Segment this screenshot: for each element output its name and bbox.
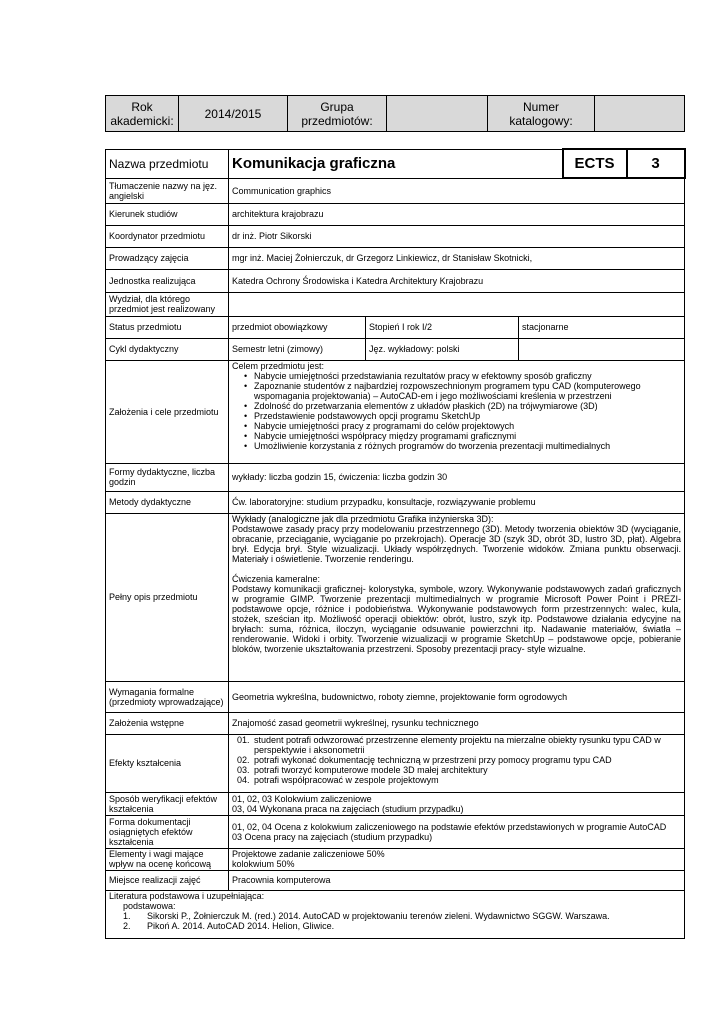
header-table xyxy=(105,95,685,132)
list-item: • Umożliwienie korzystania z różnych programów do tworzenia prezentacji multimedialnych xyxy=(254,441,681,451)
list-item: • Nabycie umiejętności przedstawiania rezultatów pracy w efektowny sposób graficzny xyxy=(254,371,681,381)
study-mode-value: stacjonarne xyxy=(519,316,685,338)
list-item: • Nabycie umiejętności współpracy między programami graficznymi xyxy=(254,431,681,441)
documentation-value: 01, 02, 04 Ocena z kolokwium zaliczeniowego na podstawie efektów przedstawionych w programie AutoCAD 03 Ocena pracy na zajęciach (studium przypadku) xyxy=(229,815,685,848)
grading-label: Elementy i wagi mające wpływ na ocenę końcową xyxy=(106,848,229,870)
goals-intro: Celem przedmiotu jest: xyxy=(232,360,325,371)
list-item: 02. potrafi wykonać dokumentację techniczną w przestrzeni przy pomocy programu typu CAD xyxy=(237,754,612,765)
list-item: • Nabycie umiejętności pracy z programami do celów projektowych xyxy=(254,421,681,431)
list-item: 01. student potrafi odwzorować przestrzenne elementy projektu na mierzalne obiekty rysunku typu CAD w perspektywie i aksonometrii xyxy=(237,734,661,755)
translation-value: Communication graphics xyxy=(229,178,685,203)
goals-label: Założenia i cele przedmiotu xyxy=(106,360,229,463)
teaching-forms-label: Formy dydaktyczne, liczba godzin xyxy=(106,463,229,491)
subject-group-label: Grupa przedmiotów: xyxy=(288,96,387,132)
level-value: Stopień I rok I/2 xyxy=(366,316,519,338)
status-label: Status przedmiotu xyxy=(106,316,229,338)
teaching-forms-value: wykłady: liczba godzin 15, ćwiczenia: liczba godzin 30 xyxy=(229,463,685,491)
faculty-value xyxy=(229,292,685,316)
literature-cell xyxy=(106,890,685,938)
unit-value: Katedra Ochrony Środowiska i Katedra Architektury Krajobrazu xyxy=(229,269,685,292)
outcomes-label: Efekty kształcenia xyxy=(106,734,229,792)
catalog-number-value xyxy=(595,96,685,132)
list-item: • Zapoznanie studentów z najbardziej rozpowszechnionym programem typu CAD (komputerowego wspomagania projektowania) – AutoCAD-em i jego możliwościami kreślenia w przestrzeni xyxy=(254,381,681,401)
faculty-label: Wydział, dla którego przedmiot jest realizowany xyxy=(106,292,229,316)
literature-subheading: podstawowa: xyxy=(123,900,176,911)
instructors-label: Prowadzący zajęcia xyxy=(106,247,229,269)
unit-label: Jednostka realizująca xyxy=(106,269,229,292)
description-lectures-text: Podstawowe zasady pracy przy modelowaniu przestrzennego (3D). Metody tworzenia obiektów 3D (wyciąganie, obracanie, przeciąganie, wyciąganie po przekrojach). Operacje 3D (szyk 3D, obrót 3D, lustro 3D, płat). Algebra brył. Edycja brył. Style wizualizacji. Układy współrzędnych. Tworzenie widoków. Zmiana punktu obserwacji. Materiały i oświetlenie. Tworzenie renderingu. xyxy=(232,523,682,564)
literature-heading: Literatura podstawowa i uzupełniająca: xyxy=(109,890,265,901)
list-item: 03. potrafi tworzyć komputerowe modele 3D małej architektury xyxy=(237,764,488,775)
literature-list xyxy=(109,911,681,931)
verification-value: 01, 02, 03 Kolokwium zaliczeniowe 03, 04 Wykonana praca na zajęciach (studium przypadku) xyxy=(229,792,685,815)
prerequisites-value: Znajomość zasad geometrii wykreślnej, rysunku technicznego xyxy=(229,712,685,734)
course-name-value: Komunikacja graficzna xyxy=(229,149,563,178)
requirements-label: Wymagania formalne (przedmioty wprowadzające) xyxy=(106,681,229,712)
outcomes-list xyxy=(232,735,681,785)
field-of-study-value: architektura krajobrazu xyxy=(229,203,685,225)
verification-label: Sposób weryfikacji efektów kształcenia xyxy=(106,792,229,815)
location-label: Miejsce realizacji zajęć xyxy=(106,870,229,890)
goals-list xyxy=(232,371,681,451)
location-value: Pracownia komputerowa xyxy=(229,870,685,890)
instructors-value: mgr inż. Maciej Żołnierczuk, dr Grzegorz Linkiewicz, dr Stanisław Skotnicki, xyxy=(229,247,685,269)
coordinator-value: dr inż. Piotr Sikorski xyxy=(229,225,685,247)
goals-value xyxy=(229,360,685,463)
cycle-label: Cykl dydaktyczny xyxy=(106,338,229,360)
description-exercises-text: Podstawy komunikacji graficznej- kolorystyka, symbole, wzory. Wykonywanie podstawowych zadań graficznych w programie GIMP. Tworzenie prezentacji multimedialnych w programie Microsoft Power Point i PREZI- podstawowe opcje, różnice i podobieństwa. Wykonywanie podstawowych form przestrzennych: walec, kula, stożek, sześcian itp. Możliwość operacji obiektów: obrót, lustro, szyk itp. Podstawowe działania edycyjne na bryłach: suma, różnica, iloczyn, wyciąganie odsuwanie powierzchni itp. Nadawanie materiałów, światła – renderowanie. Widoki i orbity. Tworzenie wizualizacji w programie SketchUp – podstawowe opcje, pobieranie bloków, tworzenie ukształtowania przestrzeni. Sposoby prezentacji pracy- style wizualne. xyxy=(232,583,682,654)
list-item: • Zdolność do przetwarzania elementów z układów płaskich (2D) na trójwymiarowe (3D) xyxy=(254,401,681,411)
academic-year-label: Rok akademicki: xyxy=(106,96,179,132)
list-item: 2. Pikoń A. 2014. AutoCAD 2014. Helion, Gliwice. xyxy=(123,920,335,931)
grading-value: Projektowe zadanie zaliczeniowe 50% kolokwium 50% xyxy=(229,848,685,870)
translation-label: Tłumaczenie nazwy na jęz. angielski xyxy=(106,178,229,203)
catalog-number-label: Numer katalogowy: xyxy=(488,96,595,132)
prerequisites-label: Założenia wstępne xyxy=(106,712,229,734)
course-name-label: Nazwa przedmiotu xyxy=(106,149,229,178)
coordinator-label: Koordynator przedmiotu xyxy=(106,225,229,247)
methods-label: Metody dydaktyczne xyxy=(106,491,229,513)
field-of-study-label: Kierunek studiów xyxy=(106,203,229,225)
list-item: 1. Sikorski P., Żołnierczuk M. (red.) 2014. AutoCAD w projektowaniu terenów zieleni. Wydawnictwo SGGW. Warszawa. xyxy=(123,910,610,921)
description-exercises-heading: Ćwiczenia kameralne: xyxy=(232,573,321,584)
subject-group-value xyxy=(387,96,488,132)
syllabus-table xyxy=(105,148,686,939)
list-item: • Przedstawienie podstawowych opcji programu SketchUp xyxy=(254,411,681,421)
ects-label: ECTS xyxy=(563,149,627,178)
methods-value: Ćw. laboratoryjne: studium przypadku, konsultacje, rozwiązywanie problemu xyxy=(229,491,685,513)
documentation-label: Forma dokumentacji osiągniętych efektów kształcenia xyxy=(106,815,229,848)
list-item: 04. potrafi współpracować w zespole projektowym xyxy=(237,774,439,785)
academic-year-value: 2014/2015 xyxy=(179,96,288,132)
description-label: Pełny opis przedmiotu xyxy=(106,513,229,681)
empty-cell xyxy=(519,338,685,360)
outcomes-value xyxy=(229,734,685,792)
requirements-value: Geometria wykreślna, budownictwo, roboty ziemne, projektowanie form ogrodowych xyxy=(229,681,685,712)
ects-value: 3 xyxy=(627,149,685,178)
cycle-value: Semestr letni (zimowy) xyxy=(229,338,366,360)
description-value xyxy=(229,513,685,681)
description-lectures-heading: Wykłady (analogiczne jak dla przedmiotu Grafika inżynierska 3D): xyxy=(232,513,494,524)
language-value: Jęz. wykładowy: polski xyxy=(366,338,519,360)
status-value: przedmiot obowiązkowy xyxy=(229,316,366,338)
